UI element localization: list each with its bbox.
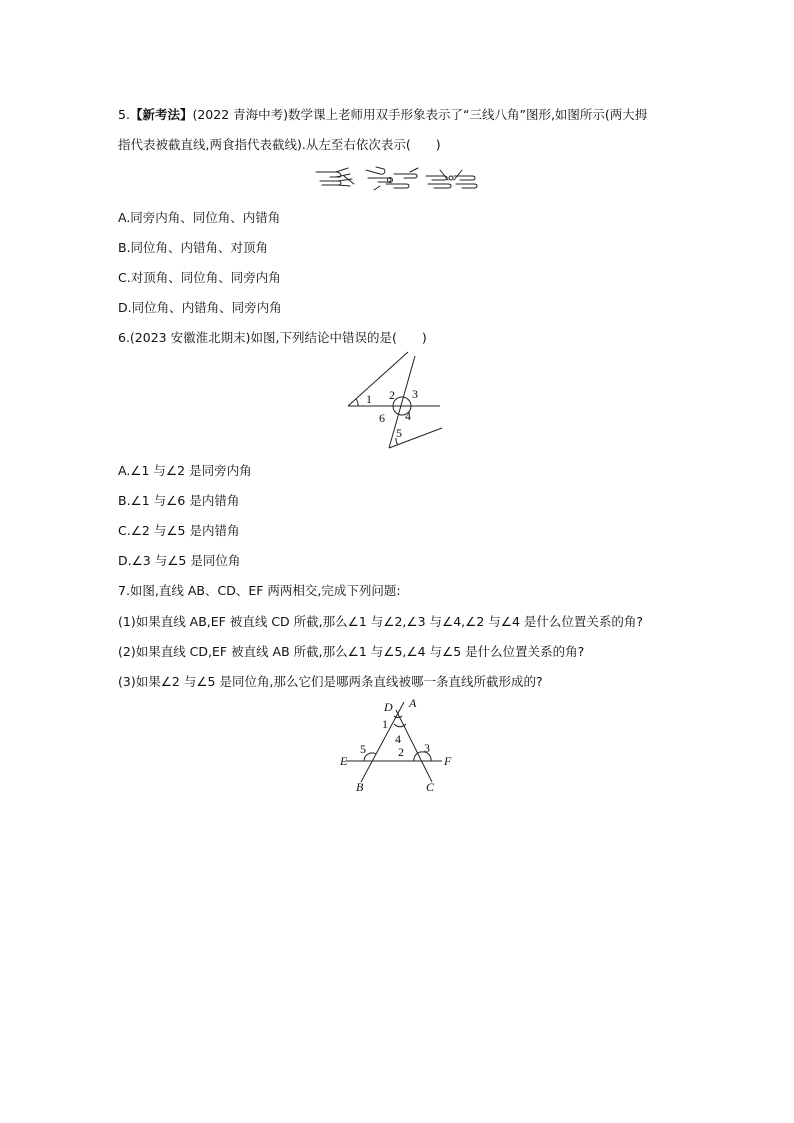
q5-number: 5. (118, 107, 130, 122)
hand-gesture-2 (366, 167, 418, 190)
q7-angle-label-3: 3 (424, 741, 430, 755)
q5-stem-text: (2022 青海中考)数学课上老师用双手形象表示了“三线八角”图形,如图所示(两大拇 (192, 107, 648, 122)
q7-stem: 7.如图,直线 AB、CD、EF 两两相交,完成下列问题: (118, 583, 401, 598)
hand-gesture-1 (316, 168, 354, 186)
q7-point-A: A (409, 696, 417, 710)
q5-tag: 【新考法】 (129, 107, 193, 122)
q6-angle-label-1: 1 (366, 392, 372, 406)
q7-point-F: F (444, 754, 452, 768)
q7-point-E: E (340, 754, 348, 768)
q5-option-b: B.同位角、内错角、对顶角 (118, 240, 269, 255)
q7-angle-label-4: 4 (395, 732, 401, 746)
q5-stem-line1 (118, 106, 647, 124)
q6-angle-label-5: 5 (396, 426, 402, 440)
q6-option-b: B.∠1 与∠6 是内错角 (118, 493, 240, 508)
q7-angle-label-1: 1 (382, 717, 388, 731)
q7-figure (336, 694, 462, 794)
q7-part-1: (1)如果直线 AB,EF 被直线 CD 所截,那么∠1 与∠2,∠3 与∠4,∠2 与∠4 是什么位置关系的角? (118, 614, 644, 629)
q5-option-d: D.同位角、内错角、同旁内角 (118, 300, 282, 315)
q5-hand-gestures-figure (314, 164, 480, 192)
q5-stem-line2: 指代表被截直线,两食指代表截线).从左至右依次表示( ) (118, 137, 441, 152)
q6-angle-arc-1 (356, 399, 358, 406)
q7-angle-label-5: 5 (360, 742, 366, 756)
hand-gesture-3 (426, 170, 477, 188)
q7-point-C: C (426, 780, 435, 794)
q7-angle-arc-1 (394, 716, 402, 718)
q5-option-a: A.同旁内角、同位角、内错角 (118, 210, 281, 225)
q6-option-d: D.∠3 与∠5 是同位角 (118, 553, 241, 568)
q6-slanted-line-right (389, 356, 415, 448)
q6-angle-label-4: 4 (405, 409, 411, 423)
q6-figure (340, 348, 450, 454)
q7-angle-arc-2 (414, 752, 423, 761)
q7-point-D: D (384, 700, 393, 714)
q6-angle-label-3: 3 (412, 387, 418, 401)
q6-option-a: A.∠1 与∠2 是同旁内角 (118, 463, 252, 478)
q7-angle-label-2: 2 (398, 745, 404, 759)
q6-angle-label-6: 6 (379, 411, 385, 425)
q7-part-3: (3)如果∠2 与∠5 是同位角,那么它们是哪两条直线被哪一条直线所截形成的? (118, 674, 543, 689)
q5-option-c: C.对顶角、同位角、同旁内角 (118, 270, 281, 285)
q6-option-c: C.∠2 与∠5 是内错角 (118, 523, 240, 538)
q6-stem: 6.(2023 安徽淮北期末)如图,下列结论中错误的是( ) (118, 330, 427, 345)
q7-point-B: B (356, 780, 364, 794)
q6-angle-label-2: 2 (389, 388, 395, 402)
q7-part-2: (2)如果直线 CD,EF 被直线 AB 所截,那么∠1 与∠5,∠4 与∠5 是什么位置关系的角? (118, 644, 585, 659)
